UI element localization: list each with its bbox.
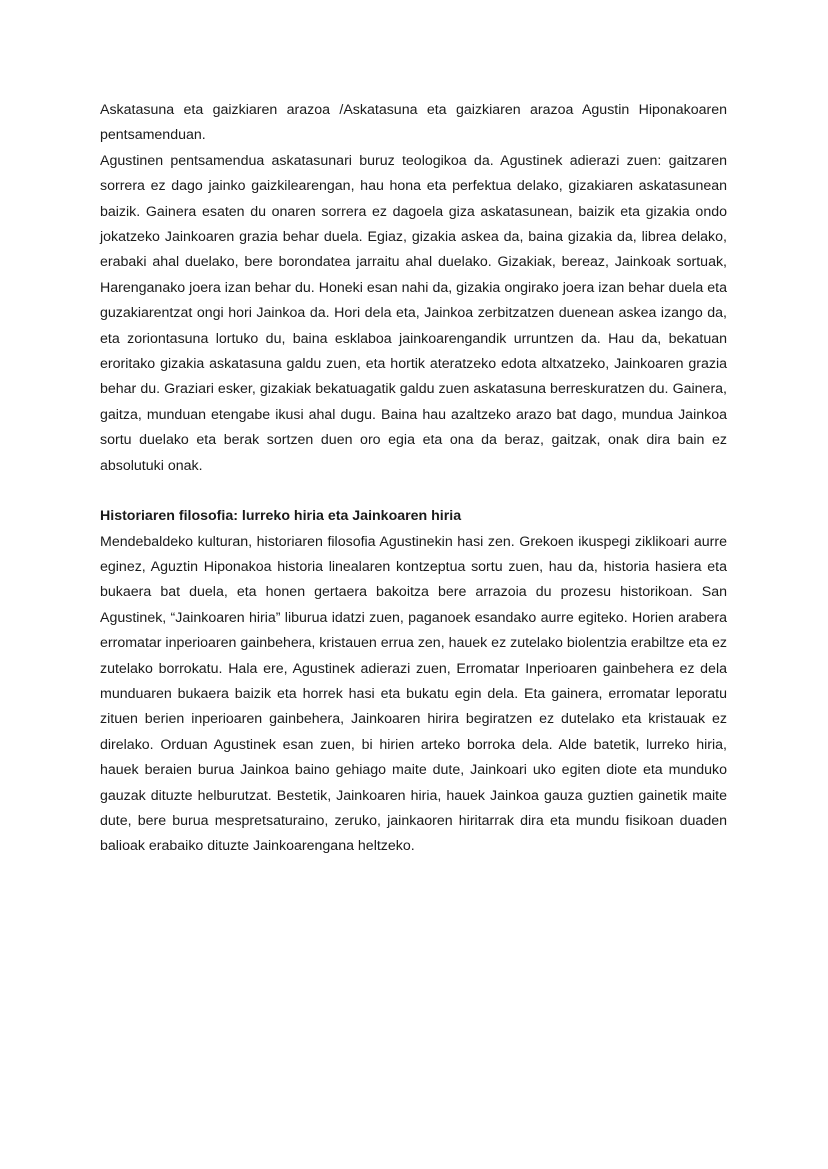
- section-paragraph: Mendebaldeko kulturan, historiaren filosofia Agustinekin hasi zen. Grekoen ikuspegi ziklikoari aurre eginez, Aguztin Hiponakoa historia linealaren kontzeptua sortu zuen, hau da, historia hasiera eta bukaera bat duela, eta honen gertaera bakoitza bere arrazoia du prozesu historikoan. San Agustinek, “Jainkoaren hiria” liburua idatzi zuen, paganoek esandako aurre egiteko. Horien arabera erromatar inperioaren gainbehera, kristauen errua zen, hauek ez zutelako biolentzia erabiltze eta ez zutelako borrokatu. Hala ere, Agustinek adierazi zuen, Erromatar Inperioaren gainbehera ez dela munduaren bukaera baizik eta horrek hasi eta bukatu egin dela. Eta gainera, erromatar leporatu zituen berien inperioaren gainbehera, Jainkoaren hirira begiratzen ez dutelako eta kristauak ez direlako. Orduan Agustinek esan zuen, bi hirien arteko borroka dela. Alde batetik, lurreko hiria, hauek beraien burua Jainkoa baino gehiago maite dute, Jainkoari uko egiten diote eta munduko gauzak dituzte helburutzat. Bestetik, Jainkoaren hiria, hauek Jainkoa gauza guztien gainetik maite dute, bere burua mespretsaturaino, zeruko, jainkaoren hiritarrak dira eta mundu fisikoan duaden balioak erabaiko dituzte Jainkoarengana heltzeko.: [100, 533, 727, 855]
- intro-title: Askatasuna eta gaizkiaren arazoa /Askatasuna eta gaizkiaren arazoa Agustin Hiponakoaren pentsamenduan.: [100, 102, 727, 144]
- intro-paragraph: Agustinen pentsamendua askatasunari buruz teologikoa da. Agustinek adierazi zuen: gaitzaren sorrera ez dago jainko gaizkilearengan, hau hona eta perfektua delako, gizakiaren askatasunean baizik. Gainera esaten du onaren sorrera ez dagoela giza askatasunean, baizik eta gizakia ondo jokatzeko Jainkoaren grazia behar duela. Egiaz, gizakia askea da, baina gizakia da, librea delako, erabaki ahal duelako, bere borondatea jarraitu ahal duelako. Gizakiak, bereaz, Jainkoak sortuak, Harenganako joera izan behar du. Honeki esan nahi da, gizakia ongirako joera izan behar duela eta guzakiarentzat ongi hori Jainkoa da. Hori dela eta, Jainkoa zerbitzatzen duenean askea izango da, eta zoriontasuna lortuko du, baina esklaboa jainkoarengandik urruntzen da. Hau da, bekatuan eroritako gizakia askatasuna galdu zuen, eta hortik ateratzeko edota altxatzeko, Jainkoaren grazia behar du. Graziari esker, gizakiak bekatuagatik galdu zuen askatasuna berreskuratzen du. Gainera, gaitza, munduan etengabe ikusi ahal dugu. Baina hau azaltzeko arazo bat dago, mundua Jainkoa sortu duelako eta berak sortzen duen oro egia eta ona da beraz, gaitzak, onak dira bain ez absolutuki onak.: [100, 152, 727, 474]
- section-spacer: [100, 479, 727, 504]
- document-content: [100, 98, 727, 860]
- section-heading: Historiaren filosofia: lurreko hiria eta Jainkoaren hiria: [100, 508, 462, 525]
